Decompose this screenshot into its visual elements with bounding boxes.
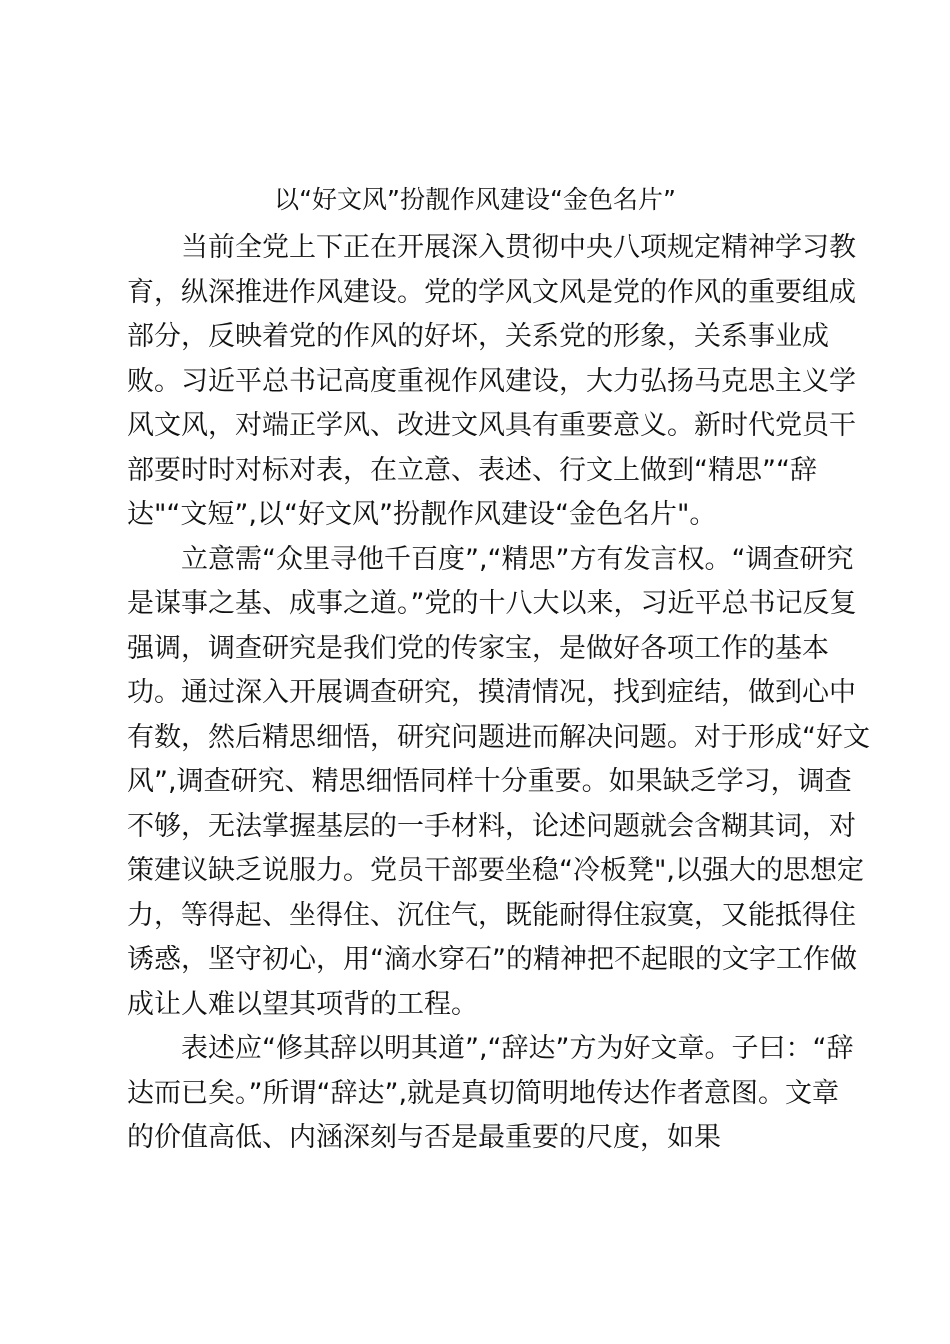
paragraph-1 [127, 226, 856, 538]
text-line: 部分，反映着党的作风的好坏，关系党的形象，关系事业成 [127, 321, 829, 352]
text-line: 风”,调查研究、精思细悟同样十分重要。如果缺乏学习，调查 [127, 766, 852, 797]
document-title: 以“好文风”扮靓作风建设“金色名片” [274, 185, 676, 214]
document-body [127, 226, 870, 1161]
text-line: 功。通过深入开展调查研究，摸清情况，找到症结，做到心中 [127, 677, 856, 708]
text-line: 败。习近平总书记高度重视作风建设，大力弘扬马克思主义学 [127, 365, 856, 397]
paragraph-2 [127, 538, 870, 1028]
text-line: 成让人难以望其项背的工程。 [127, 988, 478, 1020]
text-line: 达"“文短”,以“好文风”扮靓作风建设“金色名片"。 [127, 499, 717, 530]
text-line: 表述应“修其辞以明其道”,“辞达”方为好文章。子曰：“辞 [181, 1033, 854, 1064]
text-line: 策建议缺乏说服力。党员干部要坐稳“冷板凳",以强大的思想定 [127, 855, 864, 886]
text-line: 诱惑，坚守初心，用“滴水穿石”的精神把不起眼的文字工作做 [127, 944, 857, 975]
text-line: 风文风，对端正学风、改进文风具有重要意义。新时代党员干 [127, 410, 856, 441]
paragraph-3 [127, 1027, 854, 1161]
text-line: 当前全党上下正在开展深入贯彻中央八项规定精神学习教 [181, 232, 856, 263]
text-line: 强调，调查研究是我们党的传家宝，是做好各项工作的基本 [127, 632, 829, 664]
text-line: 不够，无法掌握基层的一手材料，论述问题就会含糊其词，对 [127, 810, 856, 842]
text-line: 部要时时对标对表，在立意、表述、行文上做到“精思”“辞 [127, 454, 817, 486]
text-line: 育，纵深推进作风建设。党的学风文风是党的作风的重要组成 [127, 276, 856, 308]
text-line: 达而已矣。”所谓“辞达”,就是真切简明地传达作者意图。文章 [127, 1077, 840, 1109]
text-line: 是谋事之基、成事之道。”党的十八大以来，习近平总书记反复 [127, 588, 857, 619]
text-line: 有数，然后精思细悟，研究问题进而解决问题。对于形成“好文 [127, 721, 870, 753]
text-line: 力，等得起、坐得住、沉住气，既能耐得住寂寞，又能抵得住 [127, 899, 856, 931]
text-line: 的价值高低、内涵深刻与否是最重要的尺度，如果 [127, 1122, 721, 1153]
text-line: 立意需“众里寻他千百度”,“精思”方有发言权。“调查研究 [181, 543, 854, 575]
